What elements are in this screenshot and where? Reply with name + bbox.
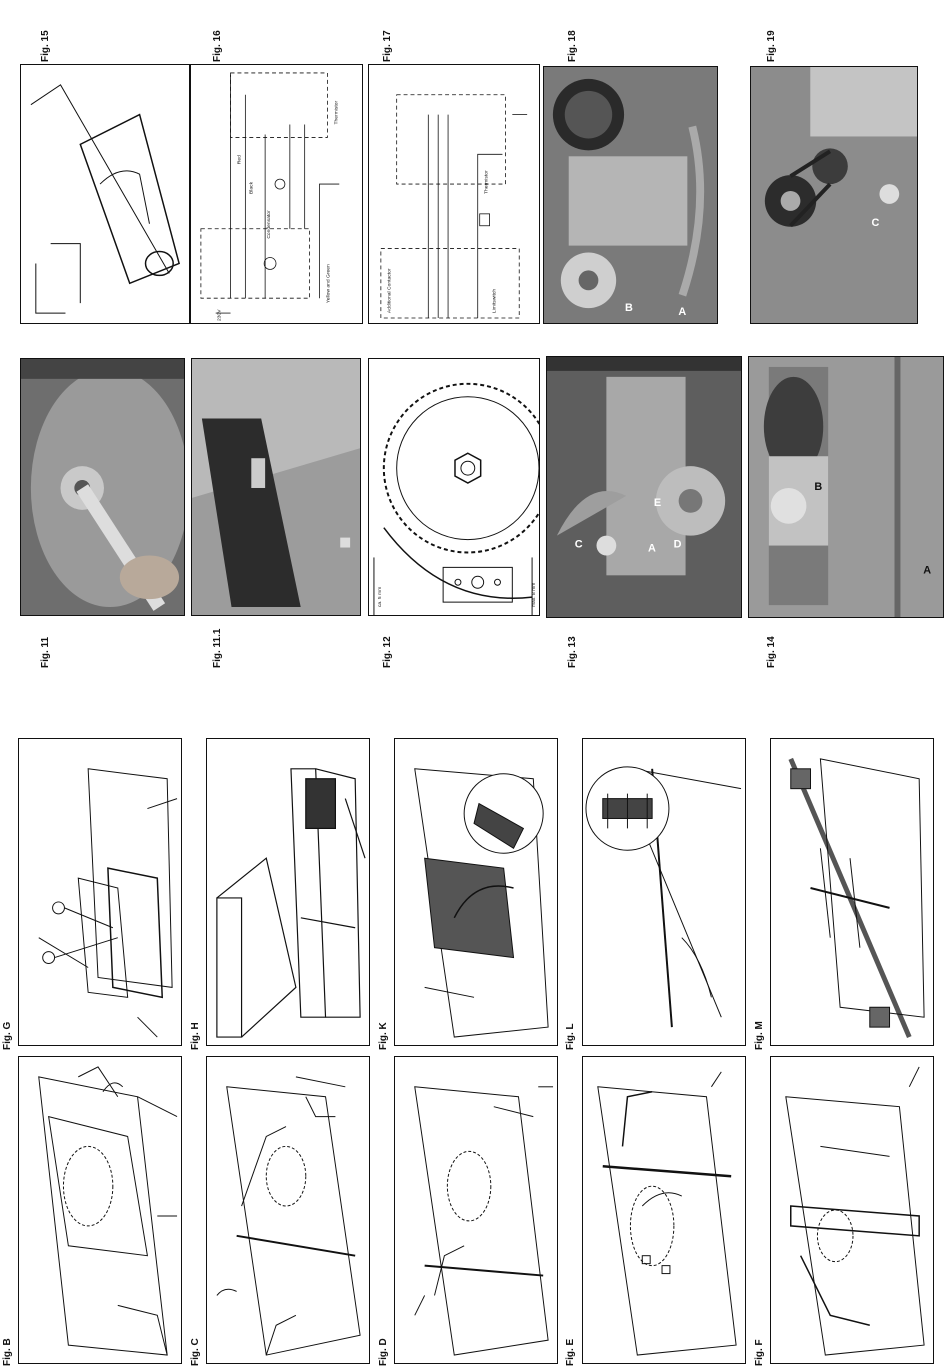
fig-15-label: Fig. 15	[40, 30, 51, 62]
fig-13-label: Fig. 13	[567, 636, 578, 668]
fig-18-label: Fig. 18	[567, 30, 578, 62]
fig-13-callout-c: C	[574, 538, 583, 551]
fig-16-part-thermistor: Thermistor	[334, 100, 340, 125]
fig-17-part-contactor: Additional Contactor	[387, 268, 393, 314]
fig-e-drawing	[582, 1056, 746, 1364]
fig-h-drawing	[206, 738, 370, 1046]
fig-19-callout-c: C	[871, 216, 880, 229]
fig-11-label: Fig. 11	[40, 636, 51, 668]
fig-14-label: Fig. 14	[766, 636, 777, 668]
fig-15-drawing	[20, 64, 190, 324]
fig-11-1-photo	[191, 358, 361, 616]
fig-12-dim-right: max. 8 mm	[532, 582, 538, 608]
fig-13-callout-e: E	[653, 496, 662, 509]
fig-17-label: Fig. 17	[382, 30, 393, 62]
fig-d-label: Fig. D	[378, 1338, 389, 1366]
fig-16-wiring-diagram	[190, 64, 363, 324]
fig-12-dim-left: ca. 5 mm	[377, 586, 383, 608]
fig-17-part-limitswitch: Limitswitch	[492, 288, 498, 314]
fig-16-part-condensator: Condensator	[267, 210, 273, 239]
fig-19-label: Fig. 19	[766, 30, 777, 62]
fig-g-drawing	[18, 738, 182, 1046]
fig-g-label: Fig. G	[2, 1021, 13, 1050]
fig-m-label: Fig. M	[754, 1021, 765, 1050]
fig-16-wire-black: Black	[249, 181, 255, 194]
fig-b-label: Fig. B	[2, 1338, 13, 1366]
fig-13-photo	[546, 356, 742, 618]
fig-11-1-label: Fig. 11.1	[212, 628, 223, 668]
fig-18-callout-b: B	[625, 302, 633, 315]
fig-m-drawing	[770, 738, 934, 1046]
fig-13-callout-d: D	[673, 538, 682, 551]
fig-13-callout-a: A	[647, 542, 656, 555]
fig-14-callout-a: A	[923, 564, 932, 577]
fig-f-drawing	[770, 1056, 934, 1364]
fig-11-photo	[20, 358, 185, 616]
fig-h-label: Fig. H	[190, 1022, 201, 1050]
fig-16-wire-yellow-green: Yellow and Green	[326, 264, 332, 304]
fig-16-label: Fig. 16	[212, 30, 223, 62]
fig-d-drawing	[394, 1056, 558, 1364]
fig-f-label: Fig. F	[754, 1339, 765, 1366]
fig-12-label: Fig. 12	[382, 636, 393, 668]
fig-14-photo	[748, 356, 944, 618]
fig-18-callout-a: A	[678, 306, 687, 319]
fig-16-wire-red: Red	[237, 155, 243, 165]
fig-k-label: Fig. K	[378, 1022, 389, 1050]
fig-l-label: Fig. L	[565, 1023, 576, 1050]
fig-e-label: Fig. E	[565, 1338, 576, 1366]
fig-l-drawing	[582, 738, 746, 1046]
fig-c-drawing	[206, 1056, 370, 1364]
fig-k-drawing	[394, 738, 558, 1046]
fig-12-blade-diagram	[368, 358, 540, 616]
fig-17-wiring-diagram	[368, 64, 540, 324]
fig-16-supply: 230V	[217, 309, 223, 322]
fig-14-callout-b: B	[814, 480, 823, 493]
fig-c-label: Fig. C	[190, 1338, 201, 1366]
fig-18-photo	[543, 66, 718, 324]
fig-17-part-thermistor: Thermistor	[484, 170, 490, 194]
fig-b-drawing	[18, 1056, 182, 1364]
fig-19-photo	[750, 66, 918, 324]
